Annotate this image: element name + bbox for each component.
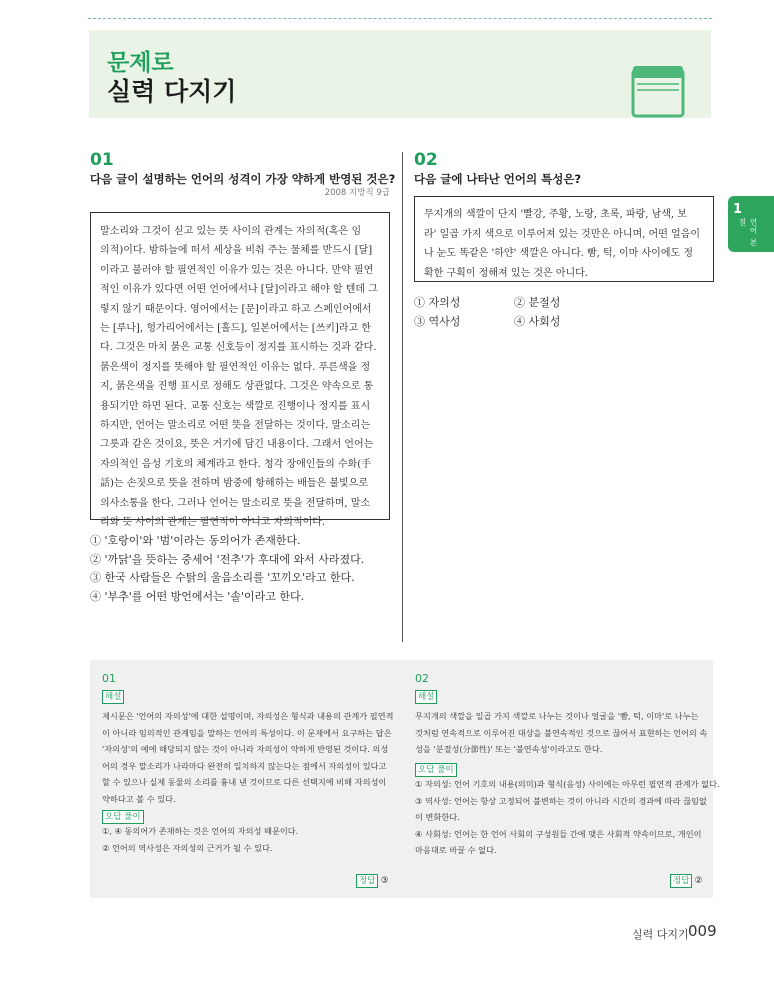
- text-line: 제시문은 '언어의 자의성'에 대한 설명이며, 자의성은 형식과 내용의 관계가 필연적: [102, 711, 394, 721]
- passage-line: 렇지 않기 때문이다. 영어에서는 [문]이라고 하고 스페인어에서: [100, 303, 372, 315]
- text-line: ③ 역사성: 언어는 항상 고정되어 불변하는 것이 아니라 시간의 경과에 따라 끊임없: [415, 795, 707, 806]
- a1-wrong-tag: 오답 풀이: [102, 810, 144, 824]
- passage-line: 나 눈도 똑같은 '하얀' 색깔은 아니다. 빰, 턱, 이마 사이에도 정: [424, 248, 694, 260]
- q2-passage: [414, 196, 714, 282]
- q2-question: 다음 글에 나타난 언어의 특성은?: [414, 172, 582, 186]
- column-divider: [402, 152, 403, 642]
- passage-line: 지, 붉은색을 진행 표시로 정해도 상관없다. 그것은 약속으로 통: [100, 381, 374, 393]
- text-line: ② 언어의 역사성은 자의성의 근거가 될 수 있다.: [102, 842, 273, 853]
- passage-line: 리와 뜻 사이의 관계는 필연적이 아니고 자의적이다.: [100, 517, 326, 529]
- text-line: 이 아니라 임의적인 관계임을 말하는 언어의 특성이다. 이 문제에서 요구하는 답은: [102, 727, 392, 738]
- footer-section-label: 실력 다지기: [632, 928, 689, 941]
- text-line: 무지개의 색깔을 일곱 가지 색깔로 나누는 것이나 얼굴을 '뺨, 턱, 이마'로 나누는: [415, 711, 699, 721]
- top-dashed-rule: [88, 18, 712, 19]
- passage-line: 의사소통을 한다. 그러나 언어는 말소리로 뜻을 전달하며, 말소: [100, 497, 371, 509]
- q2-option-4[interactable]: ④ 사회성: [514, 315, 561, 328]
- text-line: ④ 사회성: 언어는 한 언어 사회의 구성원들 간에 맺은 사회적 약속이므로, 개인이: [415, 828, 702, 839]
- passage-line: 용되기만 하면 된다. 교통 신호는 색깔로 진행이나 정지를 표시: [100, 400, 371, 412]
- a1-explain: [102, 708, 394, 807]
- text-line: 마음대로 바꿀 수 없다.: [415, 845, 497, 855]
- passage-line: 붉은색이 정지를 뜻해야 할 필연적인 이유는 없다. 푸른색을 정: [100, 361, 371, 373]
- text-line: 이 변화한다.: [415, 812, 460, 822]
- a2-explain: [415, 708, 707, 758]
- q2-option-2[interactable]: ② 분절성: [514, 296, 561, 309]
- a1-answer-value: ③: [380, 876, 389, 886]
- passage-line: 적인 이유가 있다면 어떤 언어에서나 [달]이라고 해야 할 텐데 그: [100, 284, 378, 296]
- q1-question: 다음 글이 설명하는 언어의 성격이 가장 약하게 반영된 것은?: [90, 172, 396, 186]
- passage-line: 의적)이다. 밤하늘에 떠서 세상을 비춰 주는 물체를 반드시 [달]: [100, 245, 373, 257]
- passage-line: 하지만, 언어는 말소리로 어떤 뜻을 전달하는 것이다. 말소리는: [100, 420, 371, 432]
- passage-line: 이라고 불러야 할 필연적인 이유가 있는 것은 아니다. 만약 필연: [100, 264, 374, 276]
- a2-explain-tag: 해설: [415, 690, 437, 704]
- passage-line: 무지개의 색깔이 단지 '빨강, 주황, 노랑, 초록, 파랑, 남색, 보: [424, 209, 687, 220]
- text-line: '자의성'의 예에 해당되지 않는 것이 아니라 자의성이 약하게 반영된 것이다. 의성: [102, 744, 389, 754]
- q1-option-4[interactable]: ④ '부추'를 어떤 방언에서는 '솔'이라고 한다.: [90, 589, 305, 603]
- a2-answer-value: ②: [694, 876, 703, 886]
- text-line: 어의 경우 말소리가 나라마다 완전히 일치하지 않는다는 점에서 자의성이 있다고: [102, 760, 387, 771]
- q1-passage: [90, 212, 390, 529]
- q1-number: 01: [90, 150, 114, 170]
- q1-options: [90, 532, 364, 606]
- q2-option-1[interactable]: ① 자의성: [414, 296, 461, 309]
- text-line: ① 자의성: 언어 기호의 내용(의미)과 형식(음성) 사이에는 아무런 필연적 관계가 없다.: [415, 779, 720, 789]
- passage-line: 라' 일곱 가지 색으로 이루어져 있는 것만은 아니며, 어떤 얼음이: [424, 228, 701, 240]
- a1-explain-tag: 해설: [102, 690, 124, 704]
- q2-number: 02: [414, 150, 438, 170]
- text-line: ①, ④ 동의어가 존재하는 것은 언어의 자의성 때문이다.: [102, 826, 299, 836]
- header-title: 실력 다지기: [107, 77, 237, 106]
- passage-line: 자의적인 음성 기호의 체계라고 한다. 청각 장애인들의 수화(手: [100, 458, 372, 470]
- passage-line: 확한 구획이 정해져 있는 것은 아니다.: [424, 267, 588, 279]
- passage-line: 話)는 손짓으로 뜻을 전하며 밤중에 항해하는 배들은 불빛으로: [100, 478, 368, 490]
- header-subtitle: 문제로: [107, 50, 174, 76]
- text-line: 할 수 있으나 실제 동물의 소리를 흉내 낸 것이므로 다른 선택지에 비해 자의성이: [102, 777, 387, 787]
- q1-source: 2008 지방직 9급: [324, 188, 390, 198]
- passage-line: 말소리와 그것이 싣고 있는 뜻 사이의 관계는 자의적(혹은 임: [100, 226, 362, 237]
- q2-option-3[interactable]: ③ 역사성: [414, 315, 461, 328]
- a1-answer: [356, 874, 389, 888]
- a1-wrong: [102, 823, 298, 856]
- answer-explanation-box: [90, 660, 720, 898]
- a2-answer: [670, 874, 703, 888]
- q1-option-3[interactable]: ③ 한국 사람들은 수탉의 울음소리를 '꼬끼오'라고 한다.: [90, 571, 355, 584]
- a2-answer-tag: 정답: [670, 874, 692, 888]
- chapter-label: 언어 본질: [738, 218, 758, 247]
- q1-option-2[interactable]: ② '까닭'을 뜻하는 중세어 '전추'가 후대에 와서 사라졌다.: [90, 552, 365, 566]
- passage-line: 는 [루나], 헝가리어에서는 [홀드], 일본어에서는 [쓰키]라고 한: [100, 323, 372, 335]
- chapter-side-tab[interactable]: [728, 196, 774, 252]
- a2-number: 02: [415, 672, 429, 685]
- text-line: 약하다고 볼 수 있다.: [102, 793, 176, 804]
- book-icon: [629, 64, 687, 118]
- passage-line: 그릇과 같은 것이요, 뜻은 거기에 담긴 내용이다. 그래서 언어는: [100, 439, 374, 451]
- passage-line: 다. 그것은 마치 붉은 교통 신호등이 정지를 표시하는 것과 같다.: [100, 342, 377, 354]
- page-number: 009: [688, 922, 717, 940]
- text-line: 것처럼 연속적으로 이루어진 대상을 불연속적인 것으로 끊어서 표현하는 언어의 속: [415, 727, 708, 738]
- chapter-number: 1: [733, 202, 743, 217]
- a2-wrong-tag: 오답 풀이: [415, 763, 457, 777]
- a2-wrong: [415, 776, 720, 859]
- text-line: 성을 '분절성(分節性)' 또는 '불연속성'이라고도 한다.: [415, 744, 603, 754]
- a1-number: 01: [102, 672, 116, 685]
- q1-option-1[interactable]: ① '호랑이'와 '범'이라는 동의어가 존재한다.: [90, 534, 301, 547]
- a1-answer-tag: 정답: [356, 874, 378, 888]
- page-header: [89, 30, 711, 118]
